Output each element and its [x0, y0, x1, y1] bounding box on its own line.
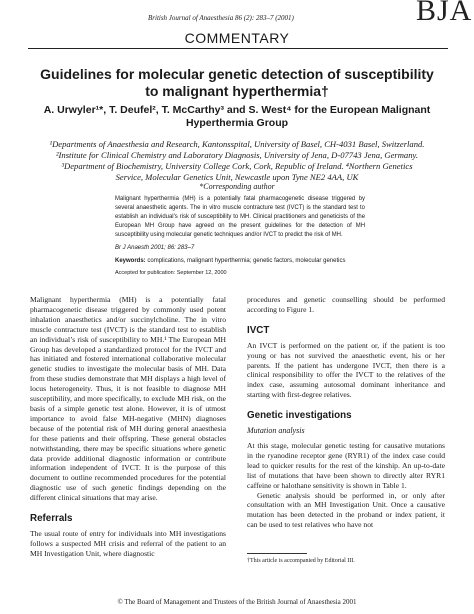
subsection-heading: Mutation analysis: [247, 426, 305, 436]
section-heading: IVCT: [247, 324, 270, 336]
body-paragraph: Malignant hyperthermia (MH) is a potentially fatal pharmacogenetic disease triggered by commonly used potent inhalation anaesthetics and/or succinylcholine. The in vitro muscle contracture test (IVCT) is the standard test to establish an individual’s risk of susceptibility to MH.¹ The European MH Group has developed a standardized protocol for the IVCT and has initiated and fostered international collaborative molecular genetic studies to investigate the molecular basis of MH. Data from these studies demonstrate that MH displays a high level of locus heterogeneity. Thus, it is not feasible to diagnose MH susceptibility, and more specifically, to exclude MH risk, on the basis of a simple genetic test alone. However, it is of utmost importance to avoid false MH-negative (MHN) diagnoses because of the potential risk of MH during general anaesthesia for these patients and their offspring. These general obstacles notwithstanding, there may be specific situations where genetic data provide additional diagnostic information or contribute information independent of IVCT. It is the purpose of this document to outline recommended procedures for the potential diagnostic use of such genetic findings depending on the different clinical situations that may arise.: [30, 295, 226, 503]
keywords: [115, 258, 345, 264]
affiliation-line: Service, Molecular Genetics Unit, Newcastle upon Tyne NE2 4AA, UK: [115, 172, 359, 182]
corresponding-author: *Corresponding author: [199, 182, 275, 191]
body-paragraph: Genetic analysis should be performed in, or only after consultation with an MH Investigation Unit. Once a causative mutation has been detected in the proband or index patient, it can be used to test relatives who have not: [247, 490, 445, 530]
header-divider: [28, 48, 448, 49]
copyright-line: © The Board of Management and Trustees of the British Journal of Anaesthesia 2001: [117, 598, 357, 606]
abstract: Malignant hyperthermia (MH) is a potentially fatal pharmacogenetic disease triggered by several anaesthetic agents. The in vitro muscle contracture test (IVCT) is the standard test to establish an individual’s risk of susceptibility to MH. Clinical practitioners and geneticists of the European MH Group have agreed on the present guidelines for the detection of MH susceptibility using molecular genetic techniques and/or IVCT to predict the risk of MH.: [115, 196, 365, 238]
journal-logo: BJA: [416, 0, 473, 27]
affiliation-line: ²Institute for Clinical Chemistry and Laboratory Diagnosis, University of Jena, D-07743 Jena, Germany.: [55, 150, 419, 160]
section-heading: Referrals: [30, 513, 73, 525]
affiliation-line: ³Department of Biochemistry, University College Cork, Cork, Republic of Ireland. ⁴Northern Genetics: [61, 161, 413, 171]
body-paragraph: The usual route of entry for individuals into MH investigations follows a suspected MH crisis and referral of the patient to an MH Investigation Unit, where diagnostic: [30, 528, 226, 558]
keywords-label: Keywords:: [115, 258, 146, 264]
journal-citation-header: British Journal of Anaesthesia 86 (2): 283–7 (2001): [148, 14, 294, 22]
article-title: Guidelines for molecular genetic detection of susceptibility to malignant hyperthermia†: [40, 66, 434, 99]
section-label: COMMENTARY: [184, 30, 290, 46]
accepted-date: Accepted for publication: September 12, 2000: [115, 270, 227, 276]
body-column-left: [30, 295, 226, 559]
footnote-divider: [247, 553, 307, 554]
keywords-text: complications, malignant hyperthermia; genetic factors, molecular genetics: [145, 258, 346, 264]
affiliation-line: ¹Departments of Anaesthesia and Research, Kantonsspital, University of Basel, CH-4031 Basel, Switzerland.: [49, 139, 425, 149]
body-paragraph: procedures and genetic counselling should be performed according to Figure 1.: [247, 295, 445, 314]
body-paragraph: At this stage, molecular genetic testing for causative mutations in the ryanodine receptor gene (RYR1) of the index case could lead to quicker results for the rest of the kinship. An up-to-date list of mutations that have been shown to directly alter RYR1 caffeine or halothane sensitivity is shown in Table 1.: [247, 440, 445, 490]
article-citation: Br J Anaesth 2001; 86: 283–7: [115, 245, 195, 251]
section-heading: Genetic investigations: [247, 410, 352, 422]
body-paragraph: An IVCT is performed on the patient or, if the patient is too young or has not survived the anaesthetic event, his or her parents. If the patient has undergone IVCT, then there is a clinical responsibility to offer the IVCT to the relatives of the index case, assuming autosomal dominant inheritance and starting with first-degree relatives.: [247, 340, 445, 400]
body-column-right: [247, 295, 445, 530]
footnote: †This article is accompanied by Editorial III.: [247, 558, 355, 564]
article-authors: A. Urwyler¹*, T. Deufel², T. McCarthy³ and S. West⁴ for the European Malignant Hyperthermia Group: [43, 104, 431, 129]
affiliations: [30, 139, 444, 183]
